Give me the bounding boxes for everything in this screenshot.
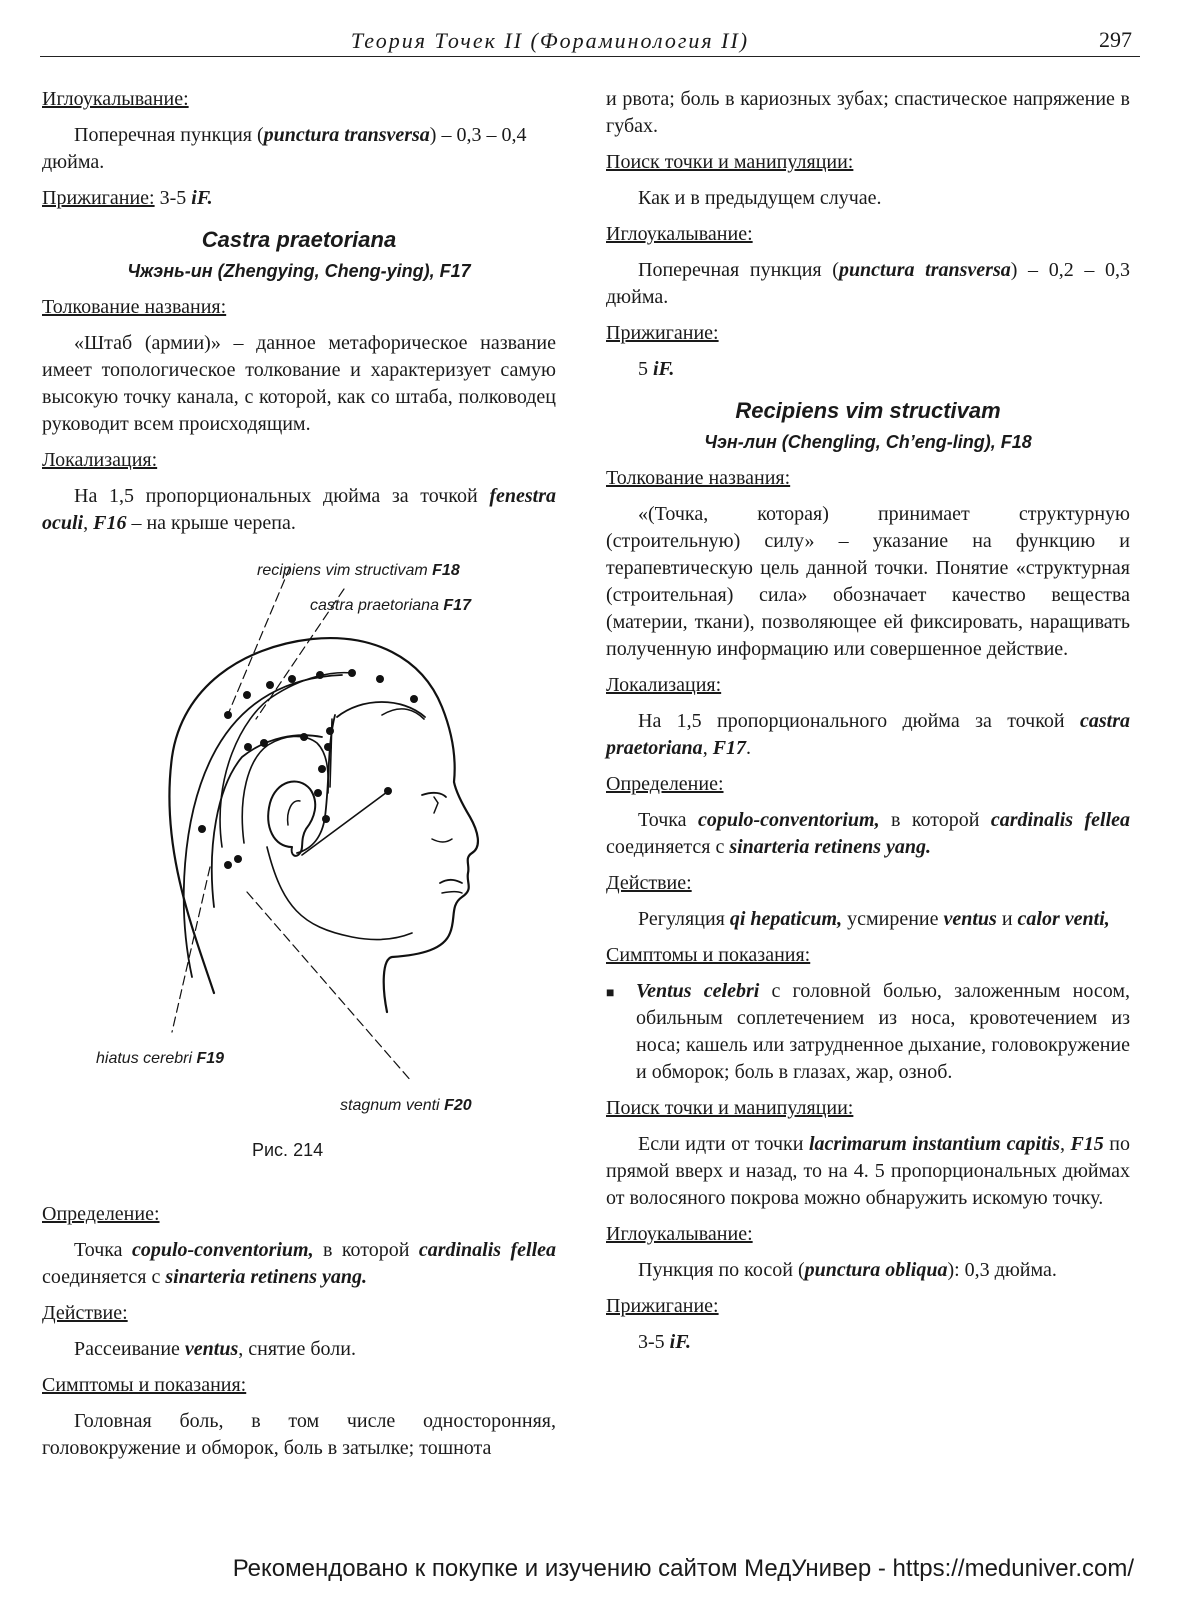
acupuncture-text-3: Пункция по косой (punctura obliqua): 0,3 дюйма. <box>638 1259 1057 1281</box>
localization-text-2: На 1,5 пропорционального дюйма за точкой castra praetoriana, F17. <box>606 710 1130 759</box>
name-interpretation-text: «Штаб (армии)» – данное метафорическое название имеет топологическое толкование и характеризует самую высокую точку канала, с которой, как со штаба, полководец руководит всем происходящим. <box>42 332 556 435</box>
search-text-2: Если идти от точки lacrimarum instantium capitis, F15 по прямой вверх и назад, то на 4. 5 пропорциональных дюймах от волосяного покрова можно обнаружить искомую точку. <box>606 1133 1130 1209</box>
acupuncture-label-3: Иглоукалывание: <box>606 1223 753 1245</box>
figure-label-f19: hiatus cerebri F19 <box>96 1050 225 1067</box>
bullet-marker: ■ <box>606 986 615 1001</box>
symptoms-bullet <box>606 978 1130 1086</box>
acupuncture-text-2: Поперечная пункция (punctura transversa) – 0,2 – 0,3 дюйма. <box>606 259 1130 308</box>
acupuncture-text: Поперечная пункция (punctura transversa) – 0,3 – 0,4 дюйма. <box>42 124 527 173</box>
moxibustion-value-2: 5 iF. <box>638 358 675 380</box>
section-title-2: Recipiens vim structivam <box>735 398 1001 423</box>
definition-text-2: Точка copulo-conventorium, в которой cardinalis fellea соединяется с sinarteria retinens yang. <box>606 809 1130 858</box>
section-subtitle-2: Чэн-лин (Chengling, Ch’eng-ling), F18 <box>704 432 1032 452</box>
definition-label-2: Определение: <box>606 773 724 795</box>
name-interpretation-label-2: Толкование названия: <box>606 467 791 489</box>
section-subtitle: Чжэнь-ин (Zhengying, Cheng-ying), F17 <box>127 261 471 281</box>
localization-text: На 1,5 пропорциональных дюйма за точкой fenestra oculi, F16 – на крыше черепа. <box>42 485 556 534</box>
head-illustration <box>42 547 556 1195</box>
moxibustion-label: Прижигание: <box>42 187 155 209</box>
left-column <box>42 86 556 1471</box>
moxibustion-line: Прижигание: 3-5 iF. <box>42 187 213 209</box>
moxibustion-label-3: Прижигание: <box>606 1295 719 1317</box>
action-text-2: Регуляция qi hepaticum, усмирение ventus и calor venti, <box>638 908 1110 930</box>
running-header <box>40 24 1140 57</box>
localization-label: Локализация: <box>42 449 158 471</box>
figure-label-f20: stagnum venti F20 <box>340 1097 472 1114</box>
name-interpretation-label: Толкование названия: <box>42 296 227 318</box>
footer-recommendation: Рекомендовано к покупке и изучению сайтом МедУнивер - https://meduniver.com/ <box>232 1555 1134 1582</box>
name-interpretation-text-2: «(Точка, которая) принимает структурную (строительную) силу» – указание на функцию и терапевтическую цель данной точки. Понятие «структурная (строительная) сила» обозначает качество вещества (материи, ткани), позволяющее ей фиксировать, наращивать полученную информацию или совершенное действие. <box>606 503 1130 660</box>
action-label: Действие: <box>42 1302 128 1324</box>
moxibustion-value-3: 3-5 iF. <box>638 1331 691 1353</box>
symptoms-text: Головная боль, в том числе односторонняя, головокружение и обморок, боль в затылке; тошнота <box>42 1410 556 1459</box>
symptoms-label: Симптомы и показания: <box>42 1374 247 1396</box>
acupuncture-label: Иглоукалывание: <box>42 88 189 110</box>
search-label-2: Поиск точки и манипуляции: <box>606 1097 854 1119</box>
symptoms-label-2: Симптомы и показания: <box>606 944 811 966</box>
symptoms-text-2: Ventus celebri с головной болью, заложенным носом, обильным соплетечением из носа, кровотечением из носа; кашель или затрудненное дыхание, головокружение и обморок; боль в глазах, жар, озноб. <box>636 980 1130 1083</box>
section-title: Castra praetoriana <box>201 227 397 252</box>
action-text: Рассеивание ventus, снятие боли. <box>74 1338 356 1360</box>
search-text: Как и в предыдущем случае. <box>638 187 882 209</box>
figure-label-f17: castra praetoriana F17 <box>310 597 471 614</box>
page-number: 297 <box>1099 27 1132 52</box>
definition-text: Точка copulo-conventorium, в которой cardinalis fellea соединяется с sinarteria retinens yang. <box>42 1239 556 1288</box>
moxibustion-label-2: Прижигание: <box>606 322 719 344</box>
search-label: Поиск точки и манипуляции: <box>606 151 854 173</box>
action-label-2: Действие: <box>606 872 692 894</box>
right-column <box>606 86 1130 1365</box>
figure-caption: Рис. 214 <box>252 1140 324 1160</box>
running-title: Теория Точек II (Фораминология II) <box>350 28 750 53</box>
head-figure <box>42 547 556 1195</box>
definition-label: Определение: <box>42 1203 160 1225</box>
acupuncture-label-2: Иглоукалывание: <box>606 223 753 245</box>
figure-label-f18: recipiens vim structivam F18 <box>257 562 460 579</box>
continued-text: и рвота; боль в кариозных зубах; спастическое напряжение в губах. <box>606 88 1130 137</box>
localization-label-2: Локализация: <box>606 674 722 696</box>
